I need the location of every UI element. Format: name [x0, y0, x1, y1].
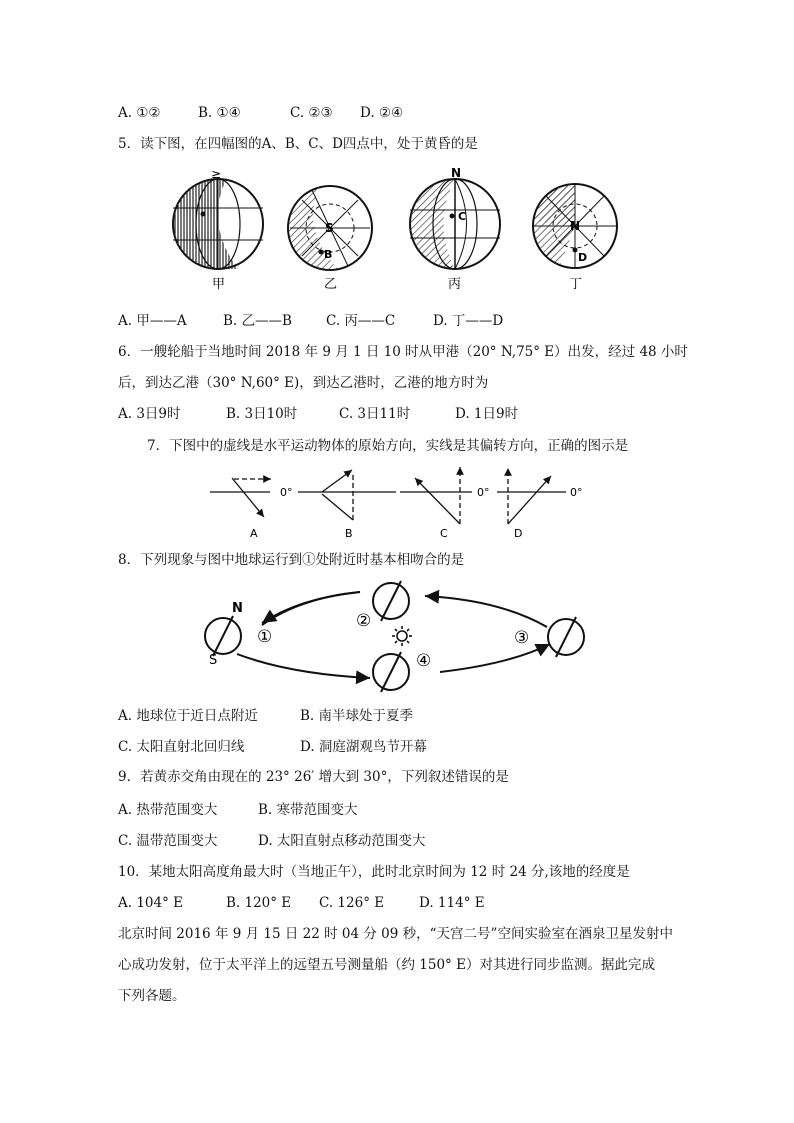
q4-option-b: B. ①④ — [198, 105, 241, 121]
q5-figure — [0, 166, 794, 306]
q7-a-label: A — [250, 527, 258, 540]
q7-d-label: D — [514, 527, 523, 540]
q5-option-c: C. 丙——C — [326, 313, 396, 329]
q9-option-c: C. 温带范围变大 — [118, 833, 218, 849]
q4-option-c: C. ②③ — [290, 105, 333, 121]
q8-options-row2 — [118, 738, 427, 756]
q10-option-c: C. 126° E — [319, 895, 385, 911]
q10-options — [118, 894, 485, 912]
q5-options — [118, 312, 503, 330]
q6-stem-line2: 后，到达乙港（30° N,60° E)，到达乙港时，乙港的地方时为 — [118, 375, 489, 391]
q9-options-row1 — [118, 801, 358, 819]
globe-yi — [288, 186, 372, 292]
q5-option-a: A. 甲——A — [118, 313, 187, 329]
q8-p2: ② — [356, 611, 372, 631]
ding-point-label: D — [578, 251, 588, 264]
q4-options — [118, 104, 403, 122]
passage-line1: 北京时间 2016 年 9 月 15 日 22 时 04 分 09 秒，“天宫二号”空间实验室在酒泉卫星发射中 — [118, 926, 673, 942]
passage-line3: 下列各题。 — [118, 988, 186, 1004]
q6-option-c: C. 3日11时 — [339, 406, 411, 422]
q7-d-deg: 0° — [570, 486, 583, 499]
q9-option-d: D. 太阳直射点移动范围变大 — [258, 833, 426, 849]
passage-line2: 心成功发射，位于太平洋上的远望五号测量船（约 150° E）对其进行同步监测。据此完成 — [118, 957, 655, 973]
q8-option-d: D. 洞庭湖观鸟节开幕 — [300, 739, 427, 755]
globe-ding — [533, 184, 617, 292]
q5-stem: 5．读下图，在四幅图的A、B、C、D四点中，处于黄昏的是 — [118, 136, 478, 152]
q8-option-b: B. 南半球处于夏季 — [300, 708, 414, 724]
q9-stem: 9．若黄赤交角由现在的 23° 26′ 增大到 30°，下列叙述错误的是 — [118, 769, 509, 785]
q6-stem-line1: 6．一艘轮船于当地时间 2018 年 9 月 1 日 10 时从甲港（20° N,75° E）出发，经过 48 小时 — [118, 344, 688, 360]
q10-option-d: D. 114° E — [419, 895, 485, 911]
q5-option-b: B. 乙——B — [223, 313, 292, 329]
sun-icon — [392, 626, 412, 646]
q8-figure — [0, 582, 794, 692]
q8-p3: ③ — [514, 628, 530, 648]
q6-option-d: D. 1日9时 — [455, 406, 519, 422]
q7-a-deg: 0° — [280, 486, 293, 499]
q5-option-d: D. 丁——D — [433, 313, 504, 329]
q8-s-label: S — [209, 653, 218, 668]
bing-label: 丙 — [448, 277, 462, 292]
bing-point-label: C — [458, 210, 467, 223]
ding-center-label: N — [570, 219, 581, 233]
q6-option-b: B. 3日10时 — [226, 406, 298, 422]
q8-option-a: A. 地球位于近日点附近 — [118, 708, 258, 724]
q7-c-label: C — [440, 527, 448, 540]
yi-label: 乙 — [324, 277, 338, 292]
q10-option-b: B. 120° E — [226, 895, 292, 911]
bing-top-label: N — [451, 166, 462, 180]
q10-option-a: A. 104° E — [118, 895, 183, 911]
globe-bing — [410, 166, 500, 292]
q8-option-c: C. 太阳直射北回归线 — [118, 739, 245, 755]
q4-option-d: D. ②④ — [360, 105, 404, 121]
q6-option-a: A. 3日9时 — [118, 406, 181, 422]
q7-stem: 7．下图中的虚线是水平运动物体的原始方向，实线是其偏转方向，正确的图示是 — [147, 438, 629, 454]
q9-options-row2 — [118, 832, 425, 850]
q7-b-label: B — [345, 527, 353, 540]
q9-option-a: A. 热带范围变大 — [118, 802, 218, 818]
q7-figure — [0, 462, 794, 542]
q4-option-a: A. ①② — [118, 105, 161, 121]
q6-options — [118, 405, 518, 423]
ding-label: 丁 — [569, 277, 583, 292]
jia-top-mark: ≥ — [211, 167, 222, 181]
q10-stem: 10．某地太阳高度角最大时（当地正午），此时北京时间为 12 时 24 分,该地的经度是 — [118, 864, 630, 880]
q7-c-deg: 0° — [477, 486, 490, 499]
q8-stem: 8．下列现象与图中地球运行到①处附近时基本相吻合的是 — [118, 552, 465, 568]
q8-p1: ① — [257, 627, 273, 647]
globe-jia — [173, 167, 263, 292]
q8-p4: ④ — [416, 651, 432, 671]
yi-center-label: S — [325, 221, 334, 235]
yi-point-label: B — [324, 248, 333, 261]
q9-option-b: B. 寒带范围变大 — [258, 802, 358, 818]
q8-options-row1 — [118, 707, 413, 725]
q8-n-label: N — [232, 601, 243, 616]
jia-label: 甲 — [212, 277, 226, 292]
